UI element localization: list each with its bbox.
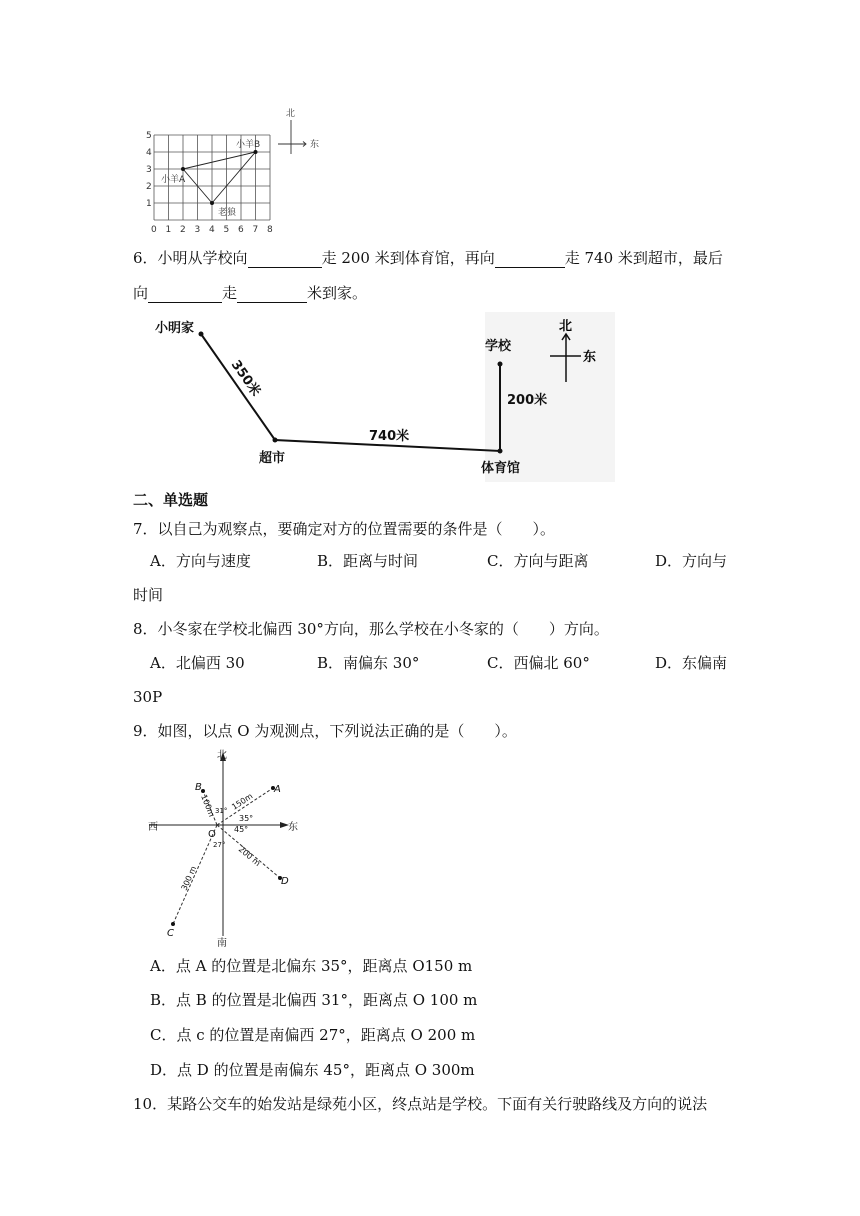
answer-blank[interactable]: [495, 251, 565, 268]
option-d-continued: 时间: [133, 586, 164, 604]
supermarket-label: 超市: [259, 451, 286, 466]
figure-background: [485, 312, 615, 482]
route-map-figure: [145, 312, 615, 482]
home-dot: [199, 332, 204, 337]
gym-label: 体育馆: [481, 461, 521, 476]
compass-south-label: 南: [217, 938, 227, 948]
y-tick: 3: [146, 165, 152, 175]
x-tick: 0: [151, 225, 157, 235]
x-tick: 3: [194, 225, 201, 235]
question-text: 走 740 米到超市，最后: [564, 249, 723, 267]
x-tick: 4: [209, 225, 215, 235]
angle-d-label: 45°: [234, 825, 249, 834]
question-text: 走: [222, 284, 238, 302]
distance-home-supermarket: 350米: [227, 357, 264, 400]
point-wolf: [210, 201, 214, 205]
distance-supermarket-gym: 740米: [369, 429, 410, 444]
point-b-label: 小羊B: [236, 140, 261, 150]
option-b[interactable]: B．南偏东 30°: [317, 654, 420, 672]
option-b[interactable]: B．点 B 的位置是北偏西 31°，距离点 O 100 m: [150, 991, 478, 1009]
route-north-label: 北: [559, 319, 573, 334]
x-tick: 1: [165, 225, 172, 235]
compass-east-label: 东: [288, 822, 298, 833]
distance-gym-school: 200米: [507, 393, 548, 408]
school-label: 学校: [485, 339, 512, 354]
option-a[interactable]: A．北偏西 30: [150, 654, 245, 672]
grid-position-figure: [140, 104, 340, 236]
point-wolf-label: 老狼: [218, 208, 237, 218]
point-a-label: A: [274, 784, 281, 795]
origin-label: O: [208, 829, 216, 840]
school-dot: [498, 362, 503, 367]
compass-west-label: 西: [148, 822, 158, 833]
point-c-label: C: [167, 928, 174, 939]
option-c[interactable]: C．方向与距离: [487, 552, 589, 570]
option-c[interactable]: C．西偏北 60°: [487, 654, 590, 672]
compass-arrow-icon: [278, 120, 306, 154]
compass-direction-figure: [143, 748, 303, 948]
option-a[interactable]: A．方向与速度: [150, 552, 251, 570]
y-tick: 1: [146, 199, 152, 209]
compass-north-label: 北: [217, 750, 227, 761]
question-text: 向: [133, 284, 149, 302]
x-tick: 8: [267, 225, 273, 235]
option-d-continued: 30P: [133, 688, 163, 706]
point-a: [181, 167, 185, 171]
route-east-label: 东: [583, 350, 597, 365]
option-c[interactable]: C．点 c 的位置是南偏西 27°，距离点 O 200 m: [150, 1026, 476, 1044]
x-tick: 2: [180, 225, 186, 235]
question-number: 6．: [133, 249, 158, 267]
compass-north-label: 北: [286, 109, 296, 119]
point-a-label: 小羊A: [161, 175, 186, 185]
option-b[interactable]: B．距离与时间: [317, 552, 419, 570]
gym-dot: [498, 449, 503, 454]
answer-blank[interactable]: [237, 286, 307, 303]
y-tick: 4: [146, 148, 152, 158]
section-title: 二、单选题: [133, 491, 209, 509]
question-6-line2: [133, 283, 367, 303]
angle-b-label: 31°: [215, 807, 228, 815]
y-tick: 5: [146, 131, 152, 141]
question-10-stem: 10．某路公交车的始发站是绿苑小区，终点站是学校。下面有关行驶路线及方向的说法: [133, 1095, 708, 1113]
question-6-line1: [133, 248, 723, 268]
supermarket-dot: [273, 438, 278, 443]
distance-a-label: 150m: [230, 791, 255, 812]
point-d-label: D: [281, 876, 289, 887]
question-8-stem: 8．小冬家在学校北偏西 30°方向，那么学校在小冬家的（ ）方向。: [133, 620, 609, 638]
distance-c-label: 300 m: [179, 864, 199, 892]
x-tick: 7: [252, 225, 259, 235]
y-tick: 2: [146, 182, 152, 192]
home-label: 小明家: [155, 321, 195, 336]
angle-c-label: 27°: [213, 841, 226, 849]
angle-a-label: 35°: [239, 814, 254, 823]
option-d[interactable]: D．方向与: [655, 552, 728, 570]
option-d[interactable]: D．点 D 的位置是南偏东 45°，距离点 O 300m: [150, 1061, 475, 1079]
answer-blank[interactable]: [148, 286, 222, 303]
question-7-stem: 7．以自己为观察点，要确定对方的位置需要的条件是（ ）。: [133, 520, 556, 538]
distance-d-label: 200 m: [236, 844, 263, 868]
option-d[interactable]: D．东偏南: [655, 654, 728, 672]
point-b: [254, 150, 258, 154]
x-tick: 5: [223, 225, 230, 235]
question-text: 走 200 米到体育馆，再向: [321, 249, 495, 267]
x-tick: 6: [238, 225, 244, 235]
route-lines: [201, 334, 500, 451]
compass-east-label: 东: [310, 140, 320, 150]
point-b-label: B: [195, 782, 202, 793]
question-9-stem: 9．如图，以点 O 为观测点，下列说法正确的是（ ）。: [133, 722, 517, 740]
question-text: 米到家。: [307, 284, 368, 302]
option-a[interactable]: A．点 A 的位置是北偏东 35°，距离点 O150 m: [150, 957, 473, 975]
question-text: 小明从学校向: [157, 249, 248, 267]
distance-b-label: 100m: [199, 793, 217, 819]
answer-blank[interactable]: [248, 251, 322, 268]
triangle-lines: [183, 152, 256, 203]
point-c-dot: [171, 922, 175, 926]
